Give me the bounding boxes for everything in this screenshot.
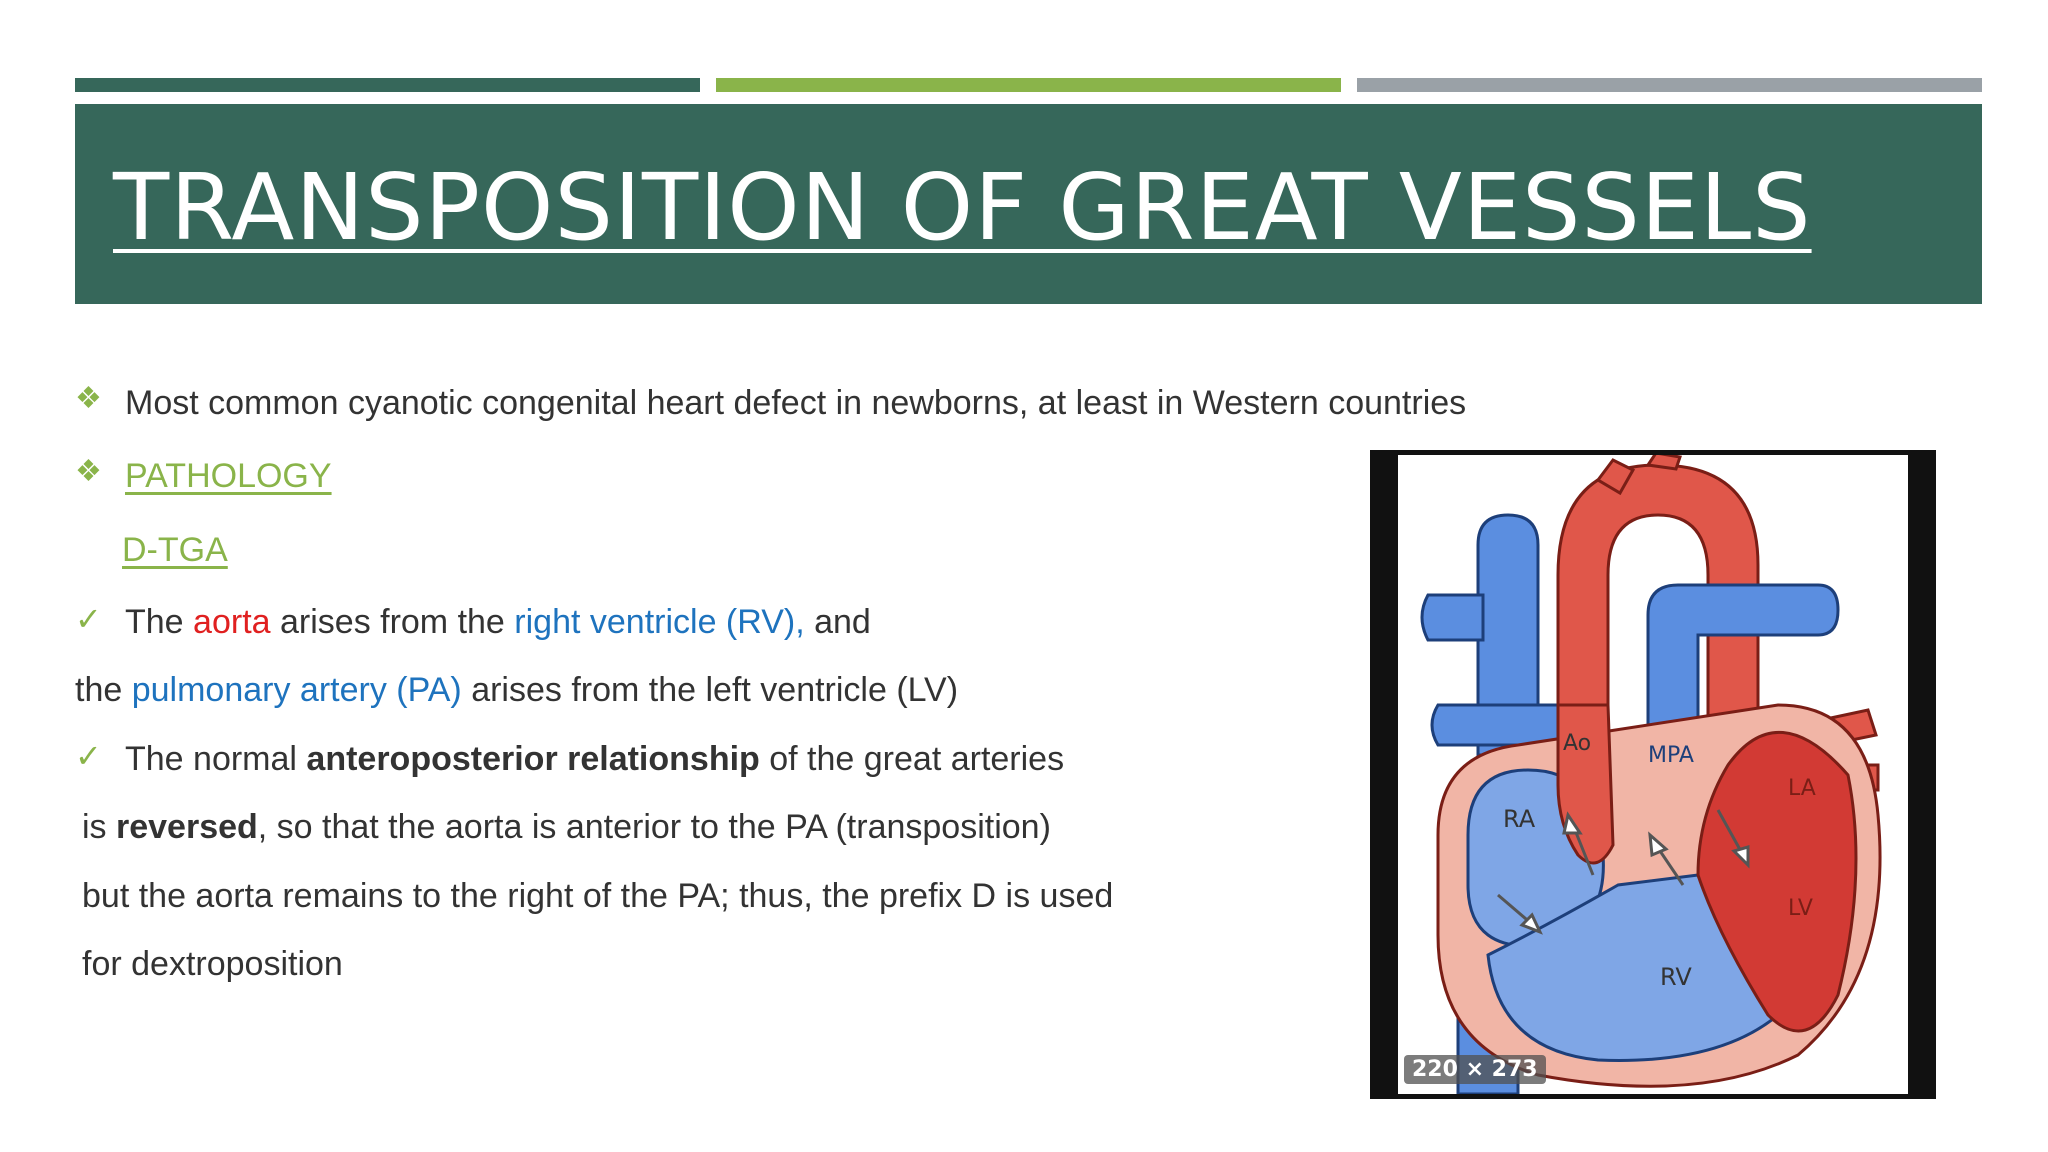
- pathology-link[interactable]: PATHOLOGY: [125, 457, 332, 495]
- line-dextroposition: [82, 947, 343, 981]
- bullet-most-common: [125, 386, 1466, 420]
- dtga-subheading[interactable]: [122, 533, 228, 567]
- accent-bar-gray: [1357, 78, 1982, 92]
- text-span: arises from the: [270, 603, 515, 641]
- bold-term: reversed: [116, 808, 258, 846]
- label-ra: RA: [1503, 805, 1536, 833]
- image-dimensions-badge: 220 × 273: [1404, 1055, 1546, 1084]
- aorta-term: aorta: [193, 603, 271, 641]
- text-span: and: [804, 603, 871, 641]
- diamond-cluster-icon: ❖: [75, 455, 102, 488]
- line-pulmonary-artery: [75, 673, 958, 707]
- label-rv: RV: [1660, 963, 1692, 991]
- text-span: of the great arteries: [759, 740, 1065, 778]
- pathology-heading[interactable]: [125, 459, 332, 493]
- line-dextro-prefix: [82, 879, 1113, 913]
- diamond-cluster-icon: ❖: [75, 382, 102, 415]
- text-span: The normal: [125, 740, 307, 778]
- text-span: , so that the aorta is anterior to the PA (transposition): [257, 808, 1051, 846]
- text-span: but the aorta remains to the right of the PA; thus, the prefix D is used: [82, 877, 1114, 915]
- heart-diagram-canvas: [1398, 455, 1908, 1094]
- label-lv: LV: [1788, 896, 1813, 921]
- heart-diagram-figure: [1370, 450, 1936, 1099]
- accent-bar-light-green: [716, 78, 1341, 92]
- text-span: arises from the left ventricle (LV): [461, 671, 959, 709]
- heart-diagram-svg: [1398, 455, 1908, 1094]
- accent-bar-dark-green: [75, 78, 700, 92]
- text-span: for dextroposition: [82, 945, 343, 983]
- label-la: LA: [1788, 776, 1816, 801]
- label-mpa: MPA: [1648, 743, 1694, 768]
- label-ao: Ao: [1563, 731, 1592, 756]
- arch-branch-2: [1648, 455, 1680, 469]
- svc-branch: [1422, 595, 1483, 640]
- slide-title: TRANSPOSITION OF GREAT VESSELS: [113, 154, 1812, 261]
- rv-term: right ventricle (RV),: [514, 603, 805, 641]
- pa-term: pulmonary artery (PA): [131, 671, 462, 709]
- dtga-link[interactable]: D-TGA: [122, 531, 228, 569]
- pa-right-branch: [1432, 705, 1558, 745]
- text-span: The: [125, 603, 194, 641]
- bold-term: anteroposterior relationship: [306, 740, 760, 778]
- line-reversed: [82, 810, 1051, 844]
- title-band: [75, 104, 1982, 304]
- checkmark-icon: ✓: [75, 738, 102, 774]
- check-line-anteroposterior: [125, 742, 1064, 776]
- check-line-aorta: [125, 605, 871, 639]
- bullet-text: Most common cyanotic congenital heart defect in newborns, at least in Western countries: [125, 384, 1467, 422]
- checkmark-icon: ✓: [75, 601, 102, 637]
- text-span: is: [82, 808, 116, 846]
- text-span: the: [75, 671, 132, 709]
